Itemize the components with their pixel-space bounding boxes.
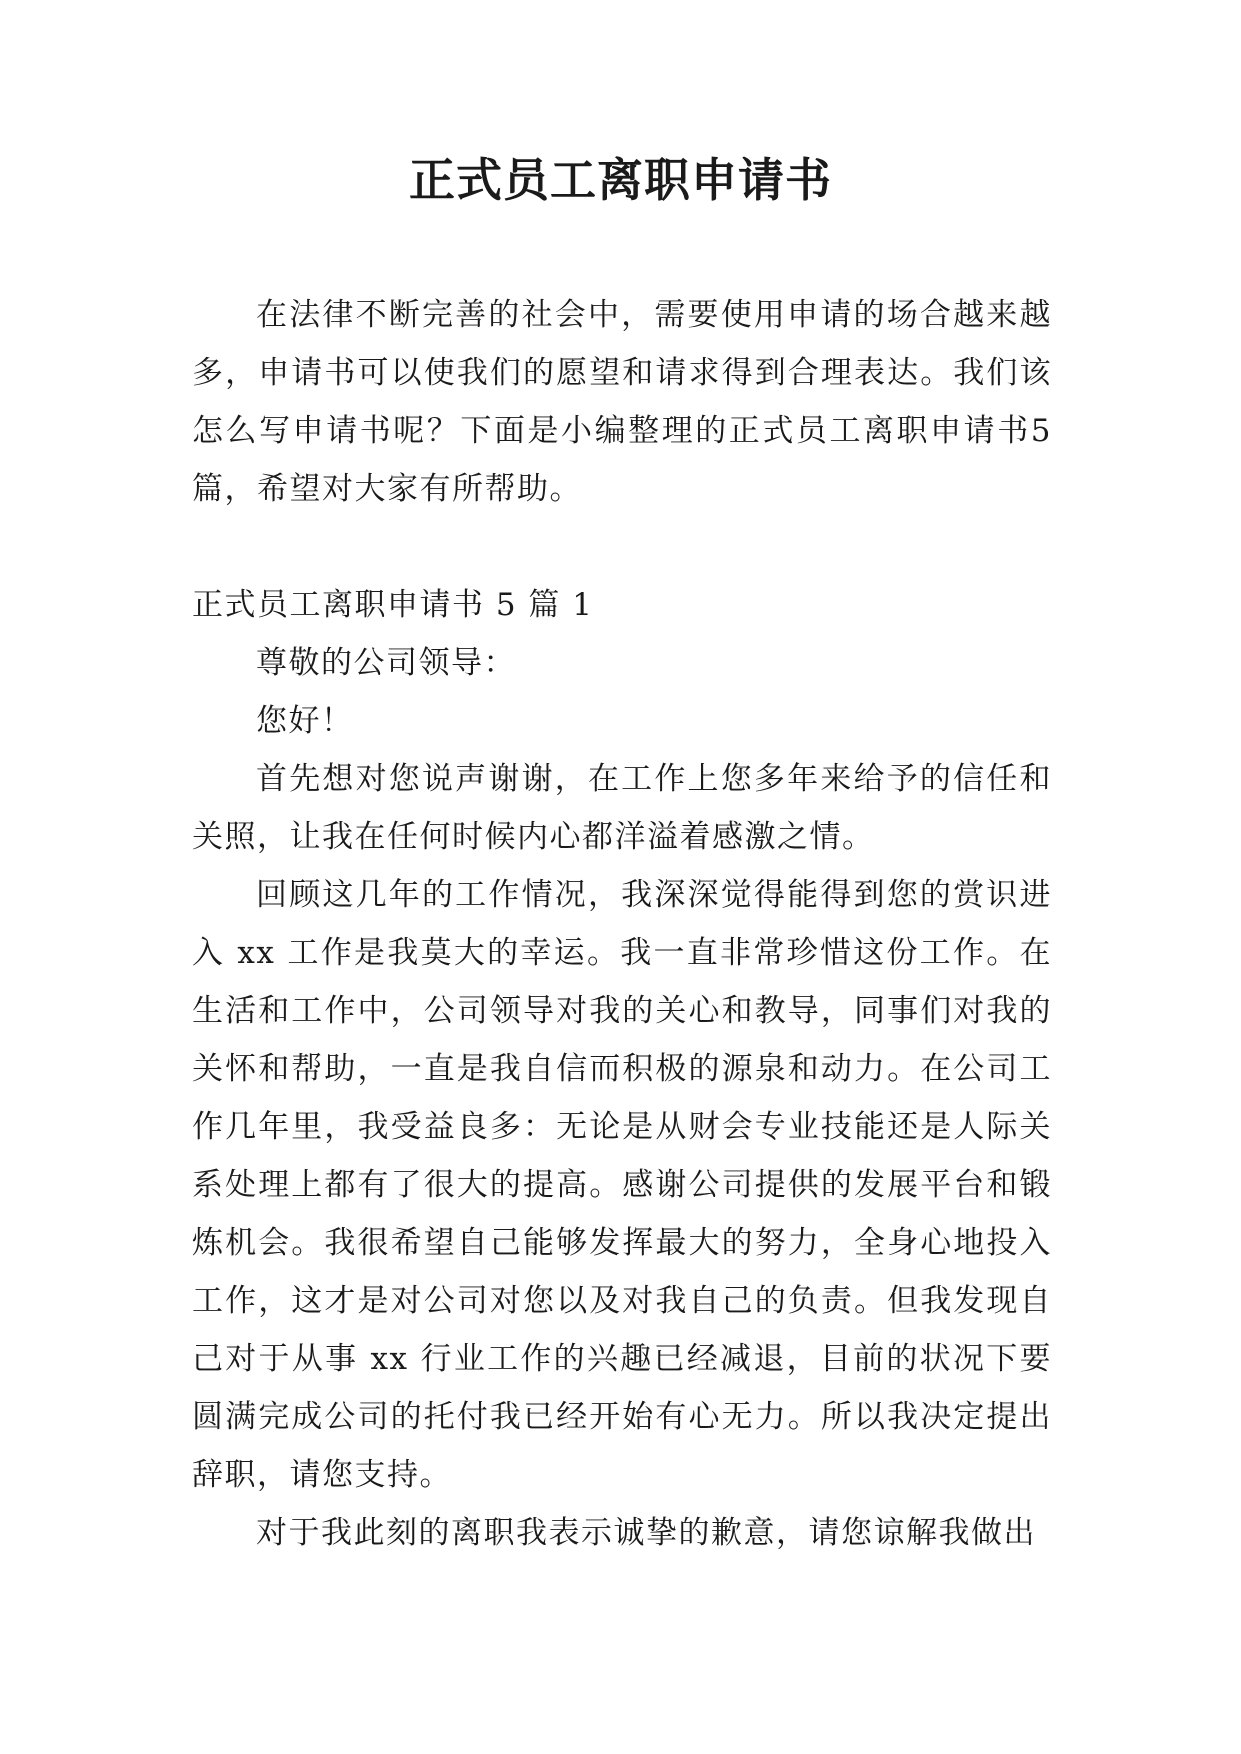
- document-title: 正式员工离职申请书: [409, 153, 832, 207]
- intro-paragraph: 在法律不断完善的社会中，需要使用申请的场合越来越多，申请书可以使我们的愿望和请求得到合理表达。我们该怎么写申请书呢？下面是小编整理的正式员工离职申请书5篇，希望对大家有所帮助。: [192, 297, 1052, 507]
- body-paragraph: 对于我此刻的离职我表示诚挚的歉意，请您谅解我做出: [256, 1515, 1036, 1551]
- body-paragraph: 回顾这几年的工作情况，我深深觉得能得到您的赏识进入 xx 工作是我莫大的幸运。我一直非常珍惜这份工作。在生活和工作中，公司领导对我的关心和教导，同事们对我的关怀和帮助，一直是我自信而积极的源泉和动力。在公司工作几年里，我受益良多：无论是从财会专业技能还是人际关系处理上都有了很大的提高。感谢公司提供的发展平台和锻炼机会。我很希望自己能够发挥最大的努力，全身心地投入工作，这才是对公司对您以及对我自己的负责。但我发现自己对于从事 xx 行业工作的兴趣已经减退，目前的状况下要圆满完成公司的托付我已经开始有心无力。所以我决定提出辞职，请您支持。: [192, 877, 1052, 1493]
- body-paragraph: 首先想对您说声谢谢，在工作上您多年来给予的信任和关照，让我在任何时候内心都洋溢着感激之情。: [192, 761, 1052, 855]
- salutation: 尊敬的公司领导：: [256, 645, 516, 681]
- greeting: 您好！: [256, 703, 354, 739]
- document-body: [192, 286, 1052, 1562]
- section-heading: 正式员工离职申请书 5 篇 1: [192, 587, 594, 623]
